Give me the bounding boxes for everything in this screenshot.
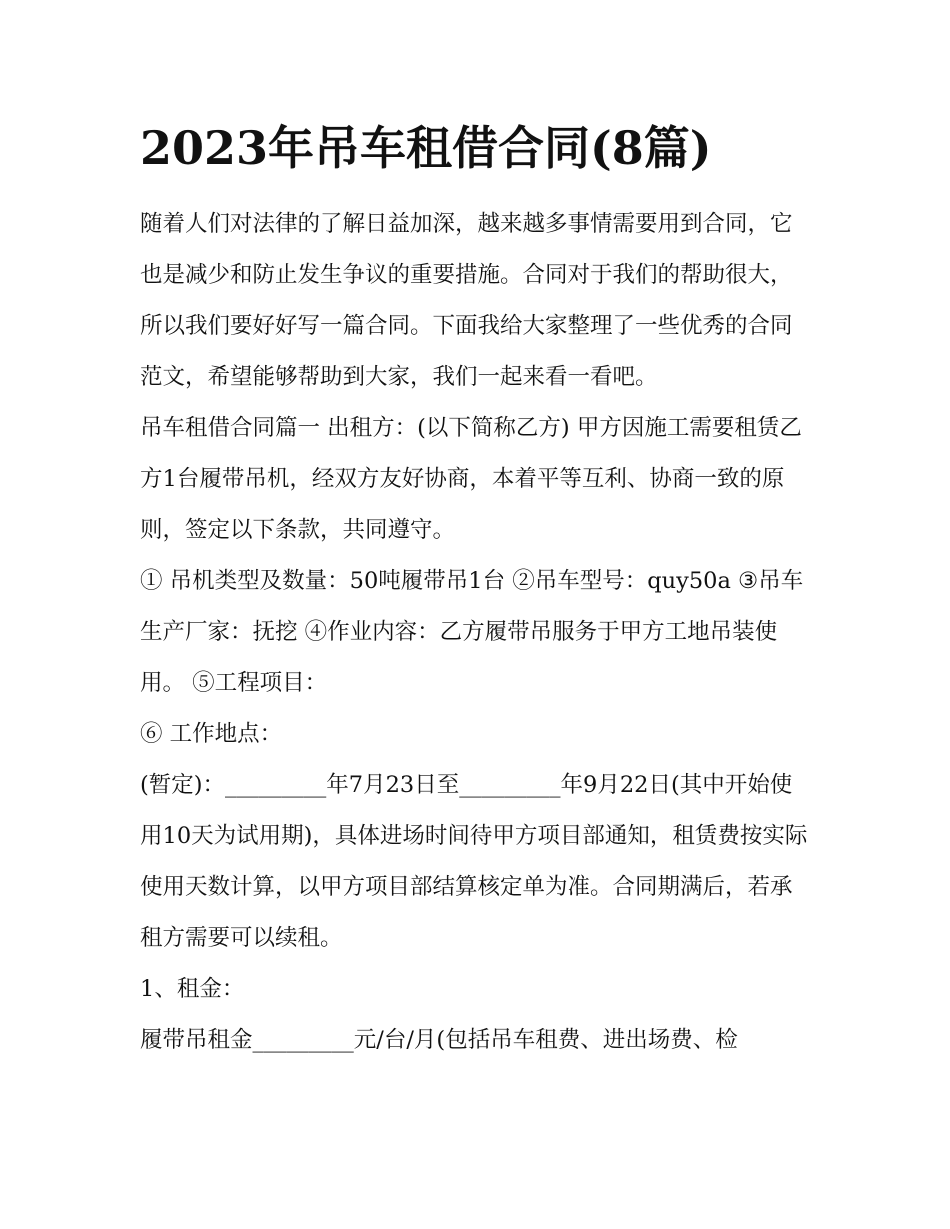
rent-terms-paragraph: 履带吊租金_________元/台/月(包括吊车租费、进出场费、检 [140, 1027, 738, 1053]
crane-specs-paragraph: ① 吊机类型及数量：50吨履带吊1台 ②吊车型号：quy50a ③吊车生产厂家：抚挖 ④作业内容：乙方履带吊服务于甲方工地吊装使用。 ⑤工程项目： [140, 568, 804, 696]
intro-paragraph: 随着人们对法律的了解日益加深，越来越多事情需要用到合同，它也是减少和防止发生争议的重要措施。合同对于我们的帮助很大，所以我们要好好写一篇合同。下面我给大家整理了一些优秀的合同范文，希望能够帮助到大家，我们一起来看一看吧。 [140, 211, 793, 390]
rental-period-paragraph: (暂定)：_________年7月23日至_________年9月22日(其中开始使用10天为试用期)，具体进场时间待甲方项目部通知，租赁费按实际使用天数计算，以甲方项目部结算核定单为准。合同期满后，若承租方需要可以续租。 [140, 772, 808, 951]
document-title: 2023年吊车租借合同(8篇) [140, 121, 712, 175]
document-body [140, 199, 812, 1066]
contract-one-preamble: 吊车租借合同篇一 出租方：(以下简称乙方) 甲方因施工需要租赁乙方1台履带吊机，经双方友好协商，本着平等互利、协商一致的原则，签定以下条款，共同遵守。 [140, 415, 802, 543]
rent-heading: 1、租金： [140, 976, 245, 1002]
work-location-paragraph: ⑥ 工作地点： [140, 721, 283, 747]
